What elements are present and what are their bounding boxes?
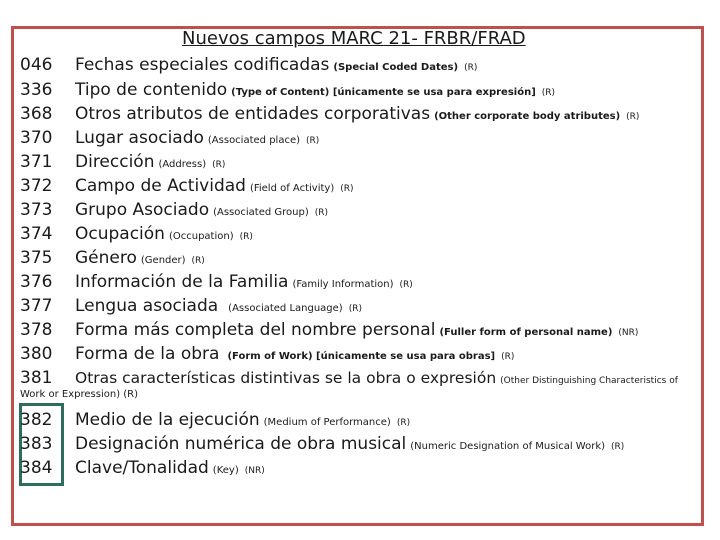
field-row	[0, 408, 720, 432]
field-name: Lengua asociada	[75, 296, 219, 316]
field-code: 374	[20, 224, 53, 244]
field-code: 380	[20, 344, 53, 364]
field-row	[0, 342, 720, 366]
field-row	[0, 270, 720, 294]
field-code: 368	[20, 104, 53, 124]
field-continuation: Work or Expression) (R)	[20, 389, 139, 400]
field-repeatability: (NR)	[618, 328, 639, 338]
field-code: 384	[20, 458, 53, 478]
field-row	[0, 198, 720, 222]
field-name: Otras características distintivas se la obra o expresión	[75, 369, 497, 387]
field-english: (Numeric Designation of Musical Work)	[410, 441, 606, 452]
field-english: (Address)	[158, 159, 207, 170]
field-name: Medio de la ejecución	[75, 410, 260, 430]
field-code: 378	[20, 320, 53, 340]
field-code: 370	[20, 128, 53, 148]
field-english: (Associated Group)	[213, 207, 309, 218]
field-name: Campo de Actividad	[75, 176, 246, 196]
field-english: (Special Coded Dates)	[333, 62, 459, 73]
field-repeatability: (R)	[314, 208, 329, 218]
field-row	[0, 222, 720, 246]
field-row	[0, 126, 720, 150]
field-code: 046	[20, 55, 53, 75]
field-repeatability: (R)	[396, 418, 411, 428]
field-code: 377	[20, 296, 53, 316]
field-code: 372	[20, 176, 53, 196]
field-english: (Other corporate body atributes)	[434, 111, 621, 122]
field-name: Tipo de contenido	[75, 80, 228, 100]
field-repeatability: (R)	[348, 304, 362, 314]
field-row	[0, 78, 720, 102]
field-row	[0, 432, 720, 456]
field-repeatability: (R)	[399, 280, 413, 290]
field-code: 371	[20, 152, 53, 172]
field-name: Forma de la obra	[75, 344, 220, 364]
field-code: 382	[20, 410, 53, 430]
field-english: (Occupation)	[168, 231, 234, 242]
field-code: 383	[20, 434, 53, 454]
field-english: (Form of Work) [únicamente se usa para obras]	[227, 351, 496, 362]
field-name: Dirección	[75, 152, 155, 172]
field-name: Otros atributos de entidades corporativas	[75, 104, 431, 124]
field-row	[0, 366, 720, 390]
field-english: (Gender)	[140, 255, 186, 266]
field-code: 376	[20, 272, 53, 292]
field-english: (Associated Language)	[228, 303, 343, 314]
field-code: 373	[20, 200, 53, 220]
field-name: Clave/Tonalidad	[75, 458, 209, 478]
field-row	[0, 150, 720, 174]
field-code: 336	[20, 80, 53, 100]
field-name: Género	[75, 248, 137, 268]
field-row	[0, 294, 720, 318]
field-english: (Medium of Performance)	[263, 417, 391, 428]
field-repeatability: (R)	[191, 256, 205, 266]
field-repeatability: (R)	[212, 160, 226, 170]
field-repeatability: (R)	[239, 232, 253, 242]
field-row	[0, 174, 720, 198]
field-code: 381	[20, 368, 53, 388]
field-repeatability: (R)	[541, 88, 556, 98]
field-repeatability: (R)	[464, 63, 478, 73]
field-name: Forma más completa del nombre personal	[75, 320, 436, 340]
field-row	[0, 53, 720, 77]
page-title: Nuevos campos MARC 21- FRBR/FRAD	[182, 28, 526, 49]
field-repeatability: (R)	[611, 442, 625, 452]
field-name: Grupo Asociado	[75, 200, 210, 220]
field-english: (Fuller form of personal name)	[439, 327, 613, 338]
field-english: (Family Information)	[292, 279, 394, 290]
field-row	[0, 318, 720, 342]
field-name: Fechas especiales codificadas	[75, 55, 330, 75]
field-repeatability: (NR)	[244, 466, 265, 476]
field-name: Designación numérica de obra musical	[75, 434, 407, 454]
field-english: (Associated place)	[207, 135, 300, 146]
field-row	[0, 246, 720, 270]
field-name: Lugar asociado	[75, 128, 204, 148]
field-english: (Field of Activity)	[249, 183, 335, 194]
field-english: (Key)	[212, 465, 239, 476]
field-row	[0, 102, 720, 126]
field-english: (Type of Content) [únicamente se usa para expresión]	[231, 87, 536, 98]
field-name: Información de la Familia	[75, 272, 289, 292]
field-repeatability: (R)	[626, 112, 640, 122]
field-name: Ocupación	[75, 224, 165, 244]
field-code: 375	[20, 248, 53, 268]
field-repeatability: (R)	[501, 352, 515, 362]
field-repeatability: (R)	[306, 136, 320, 146]
field-row	[0, 456, 720, 480]
field-english: (Other Distinguishing Characteristics of	[500, 376, 678, 386]
field-repeatability: (R)	[340, 184, 354, 194]
